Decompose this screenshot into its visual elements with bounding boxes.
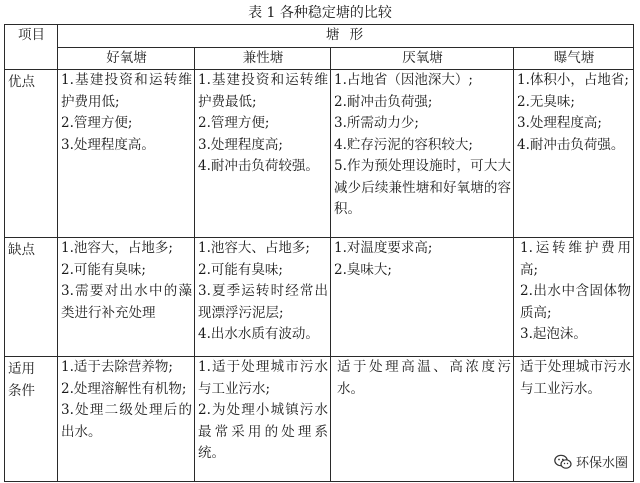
column-header: 曝气塘 [514,47,634,70]
row-label: 优点 [5,70,58,238]
table-cell [331,238,514,357]
cell-line: 3.所需动力少; [334,115,419,131]
header-group: 塘 形 [58,25,634,48]
cell-line: 1.适于去除营养物; [61,359,173,375]
column-header: 兼性塘 [195,47,331,70]
cell-line: 3.处理程度高; [198,136,283,153]
cell-line: 4.耐冲击负荷强。 [517,136,625,153]
cell-line: 2.管理方便; [198,115,270,131]
cell-line: 2.为处理小城镇污水最常采用的处理系统。 [198,402,328,461]
wechat-icon [554,454,572,470]
cell-line: 2.出水中含固体物质高; [520,283,632,321]
table-cell [195,238,331,357]
column-header: 好氧塘 [58,47,195,70]
table-row [5,238,634,357]
table-cell [58,357,195,482]
cell-line: 适于处理高温、高浓度污水。 [337,359,511,397]
cell-line: 3.起泡沫。 [520,326,587,342]
cell-line: 4.贮存污泥的容积较大; [334,136,473,153]
cell-line: 4.耐冲击负荷较强。 [198,158,319,174]
cell-line: 适于处理城市污水与工业污水。 [520,359,632,397]
cell-line: 2.臭味大; [334,261,392,278]
cell-line: 3.需要对出水中的藻类进行补充处理 [61,283,192,321]
table-row [5,357,634,482]
table-cell [514,70,634,238]
cell-line: 2.处理溶解性有机物; [61,380,187,397]
cell-line: 1.体积小，占地省; [517,72,629,88]
cell-line: 2.无臭味; [517,93,575,110]
cell-line: 1.运转维护费用高; [520,240,632,278]
cell-line: 5.作为预处理设施时，可大大减少后续兼性塘和好氧塘的容积。 [334,158,511,217]
cell-line: 3.夏季运转时经常出现漂浮污泥层; [198,283,328,321]
header-item: 项目 [5,25,58,70]
table-cell [331,357,514,482]
row-label: 缺点 [5,238,58,357]
table-caption: 表 1 各种稳定塘的比较 [248,5,392,21]
cell-line: 3.处理程度高。 [61,136,155,153]
cell-line: 1.池容大、占地多; [198,240,310,256]
cell-line: 4.出水水质有波动。 [198,326,319,342]
cell-line: 1.池容大，占地多; [61,240,173,256]
table-row [5,70,634,238]
row-label [5,357,58,482]
table-cell [331,70,514,238]
cell-line: 2.可能有臭味; [61,261,146,278]
table-cell [195,357,331,482]
cell-line: 2.管理方便; [61,115,133,131]
row-label-text: 适用条件 [8,361,35,399]
table-cell [58,70,195,238]
watermark [552,452,630,471]
cell-line: 1.基建投资和运转维护费最低; [198,72,328,110]
cell-line: 2.耐冲击负荷强; [334,93,433,110]
cell-line: 1.对温度要求高; [334,240,433,256]
table-cell [195,70,331,238]
table-cell [58,238,195,357]
comparison-table [4,24,634,482]
cell-line: 1.占地省（因池深大）; [334,72,473,88]
cell-line: 2.可能有臭味; [198,261,283,278]
table-cell [514,238,634,357]
cell-line: 1.适于处理城市污水与工业污水; [198,359,328,397]
cell-line: 3.处理程度高; [517,115,602,131]
watermark-text: 环保水圈 [575,456,628,471]
cell-line: 1.基建投资和运转维护费用低; [61,72,192,110]
column-header: 厌氧塘 [331,47,514,70]
cell-line: 3.处理二级处理后的出水。 [61,402,192,440]
